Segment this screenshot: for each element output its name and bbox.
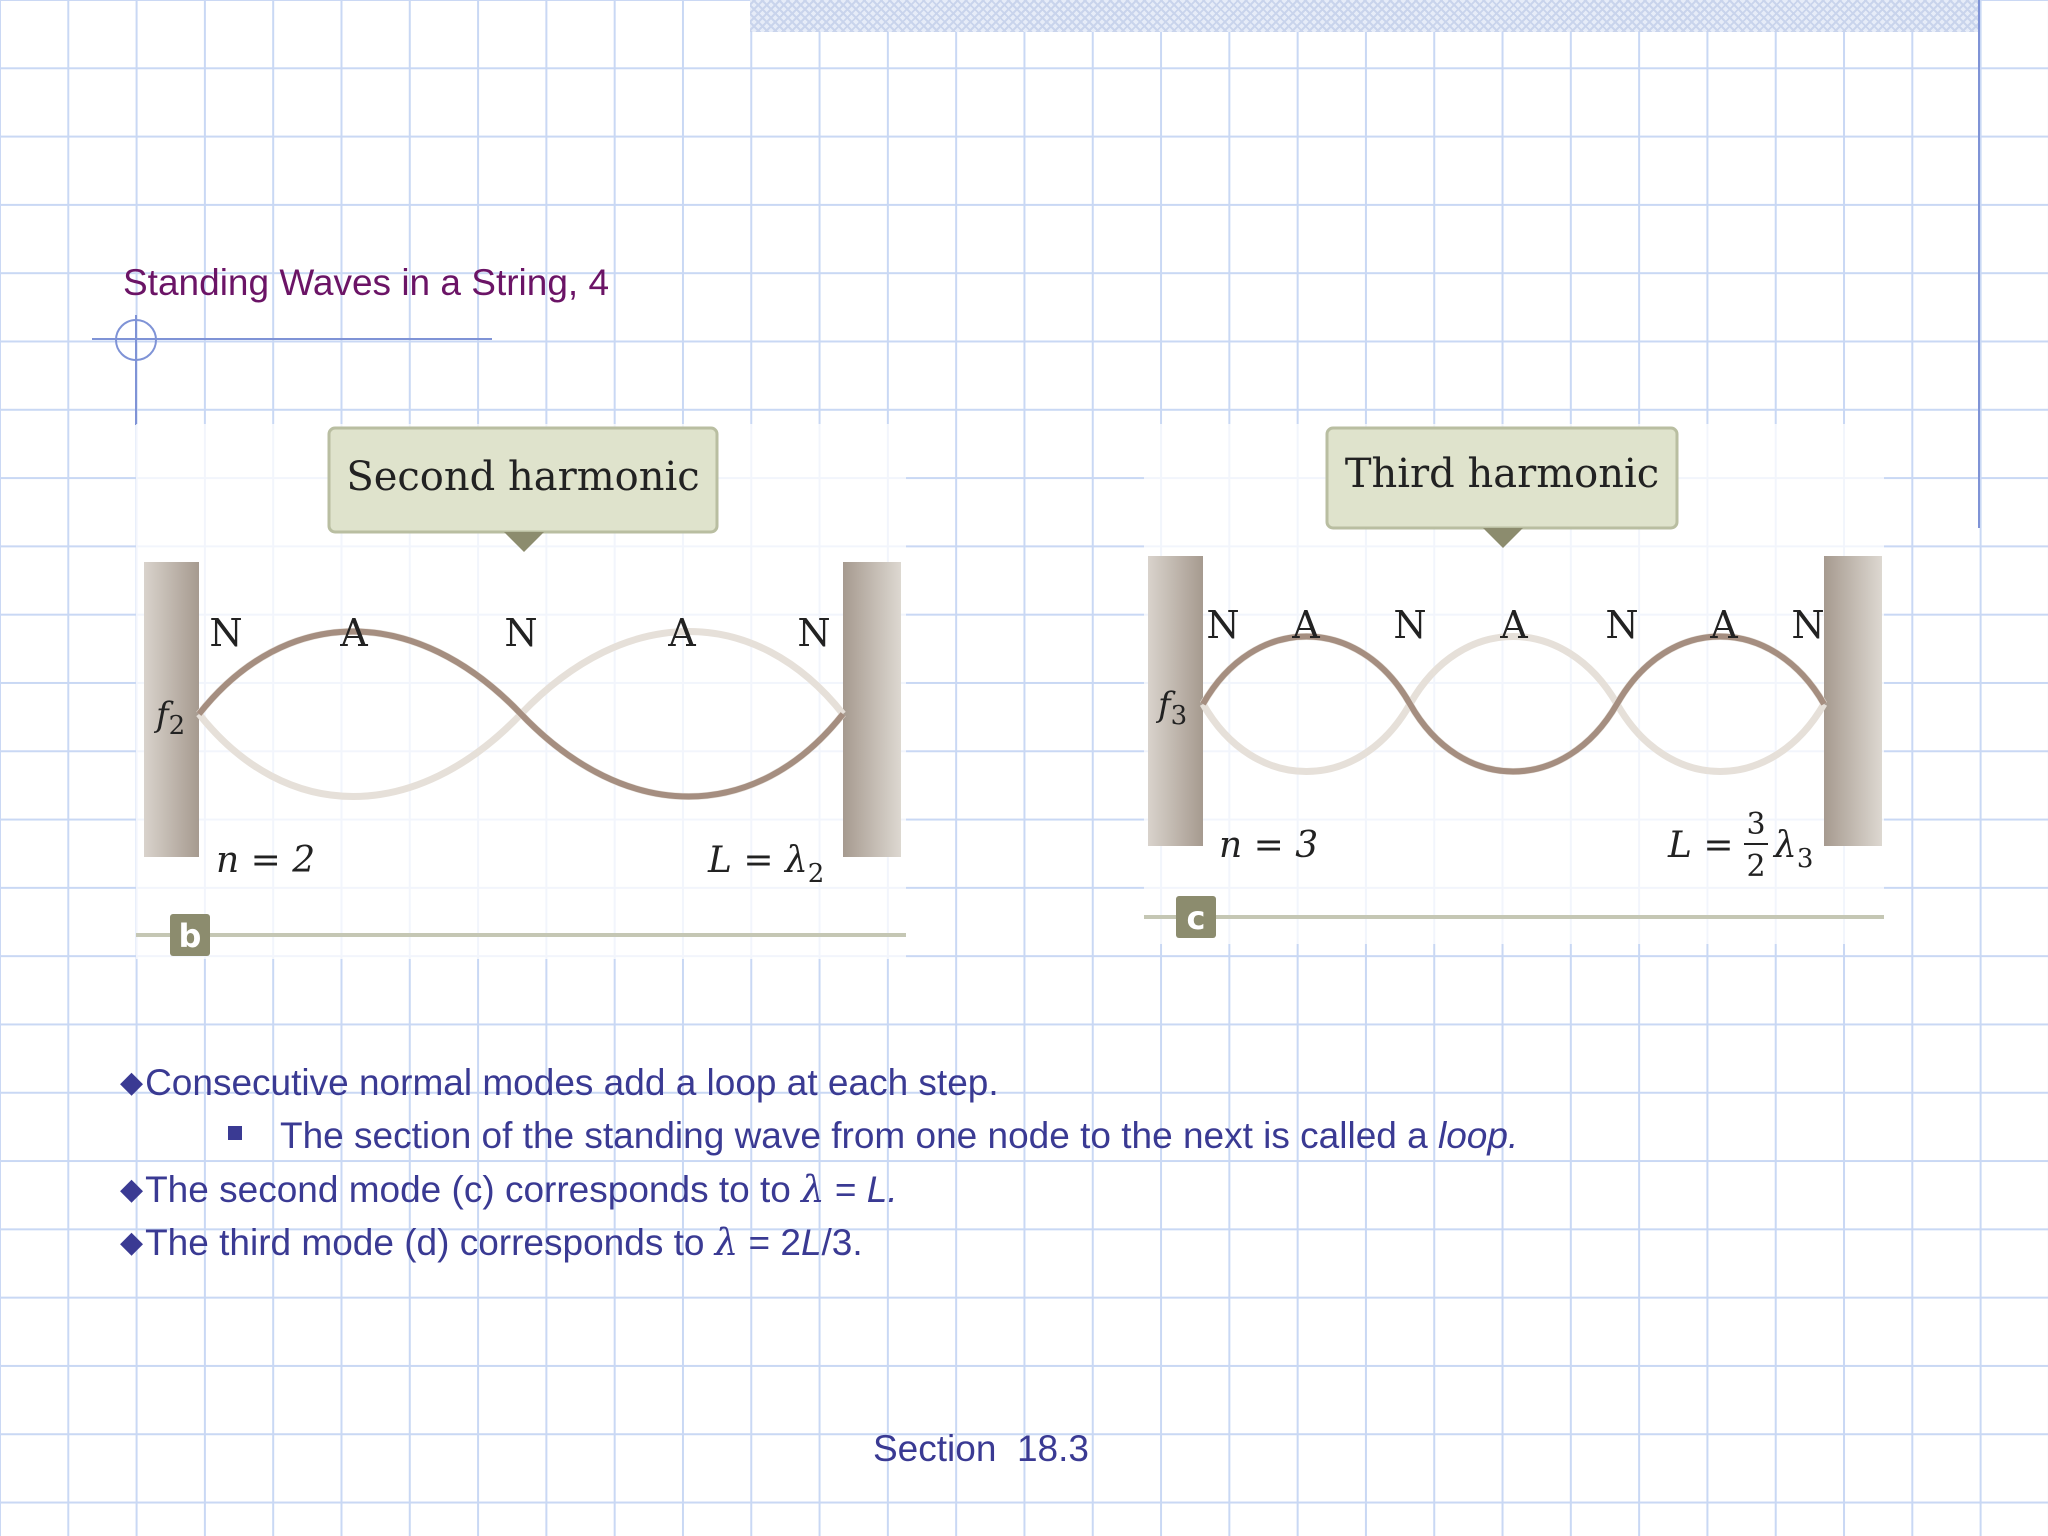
mode-number-label: n = 3 xyxy=(1219,825,1319,866)
bullet-italic-text: L xyxy=(800,1222,822,1263)
slide-title: Standing Waves in a String, 4 xyxy=(123,262,610,303)
third-harmonic-diagram xyxy=(1144,424,1884,944)
second-harmonic-diagram xyxy=(136,424,906,959)
bullet-item xyxy=(120,1062,999,1104)
diamond-bullet-icon: ◆ xyxy=(120,1173,144,1206)
right-margin-rule xyxy=(1978,0,1980,528)
bullet-text: = 2 xyxy=(738,1222,801,1263)
crosshair-icon xyxy=(112,316,160,364)
diamond-bullet-icon: ◆ xyxy=(120,1066,144,1099)
figure-second-harmonic xyxy=(136,424,906,959)
diamond-bullet-icon: ◆ xyxy=(120,1226,144,1259)
second-harmonic-banner xyxy=(329,428,717,552)
bullet-text: The section of the standing wave from one node to the next is called a xyxy=(280,1115,1438,1156)
right-wall xyxy=(1824,556,1882,846)
svg-text:λ3: $\lambda_3$ xyxy=(1774,825,1814,874)
lambda-symbol: λ xyxy=(714,1221,739,1264)
node-label: N xyxy=(504,611,538,655)
bullet-text: = xyxy=(824,1169,867,1210)
svg-text:3: 3 xyxy=(1746,807,1766,842)
banner-title: Second harmonic xyxy=(346,454,700,500)
lambda-symbol: λ xyxy=(801,1168,825,1211)
banner-title: Third harmonic xyxy=(1344,451,1660,497)
node-label: N xyxy=(1393,603,1427,647)
svg-text:L =: L = xyxy=(1668,825,1734,866)
node-label: N xyxy=(1206,603,1240,647)
antinode-label: A xyxy=(668,611,696,655)
node-label: N xyxy=(797,611,831,655)
frequency-label: $f_3$ xyxy=(1158,685,1188,731)
right-wall xyxy=(843,562,901,857)
svg-text:2: 2 xyxy=(1746,849,1766,884)
bullet-text: Consecutive normal modes add a loop at each step. xyxy=(145,1062,999,1103)
slide-footer: Section 18.3 xyxy=(873,1428,1089,1469)
length-relation-label: $L = \lambda_2$ xyxy=(708,840,825,889)
bullet-italic-text: L. xyxy=(866,1169,898,1210)
top-pattern-band xyxy=(750,0,1980,32)
left-wall xyxy=(144,562,199,857)
antinode-label: A xyxy=(340,611,368,655)
node-label: N xyxy=(1791,603,1825,647)
antinode-label: A xyxy=(1710,603,1738,647)
antinode-label: A xyxy=(1500,603,1528,647)
bullet-text: The second mode (c) corresponds to to xyxy=(145,1169,802,1210)
bullet-item xyxy=(120,1221,863,1264)
node-label: N xyxy=(1605,603,1639,647)
bullet-italic-text: loop. xyxy=(1437,1115,1519,1156)
square-bullet-icon xyxy=(228,1126,242,1140)
panel-letter: b xyxy=(178,917,202,955)
bullet-text: /3. xyxy=(821,1222,863,1263)
bullet-text: The third mode (d) corresponds to xyxy=(145,1222,715,1263)
sub-bullet-item xyxy=(228,1115,1518,1157)
antinode-label: A xyxy=(1292,603,1320,647)
node-label: N xyxy=(209,611,243,655)
mode-number-label: n = 2 xyxy=(216,840,316,881)
frequency-label: $f_2$ xyxy=(156,695,186,741)
bullet-item xyxy=(120,1168,898,1211)
panel-letter: c xyxy=(1186,899,1206,937)
figure-third-harmonic xyxy=(1144,424,1884,944)
